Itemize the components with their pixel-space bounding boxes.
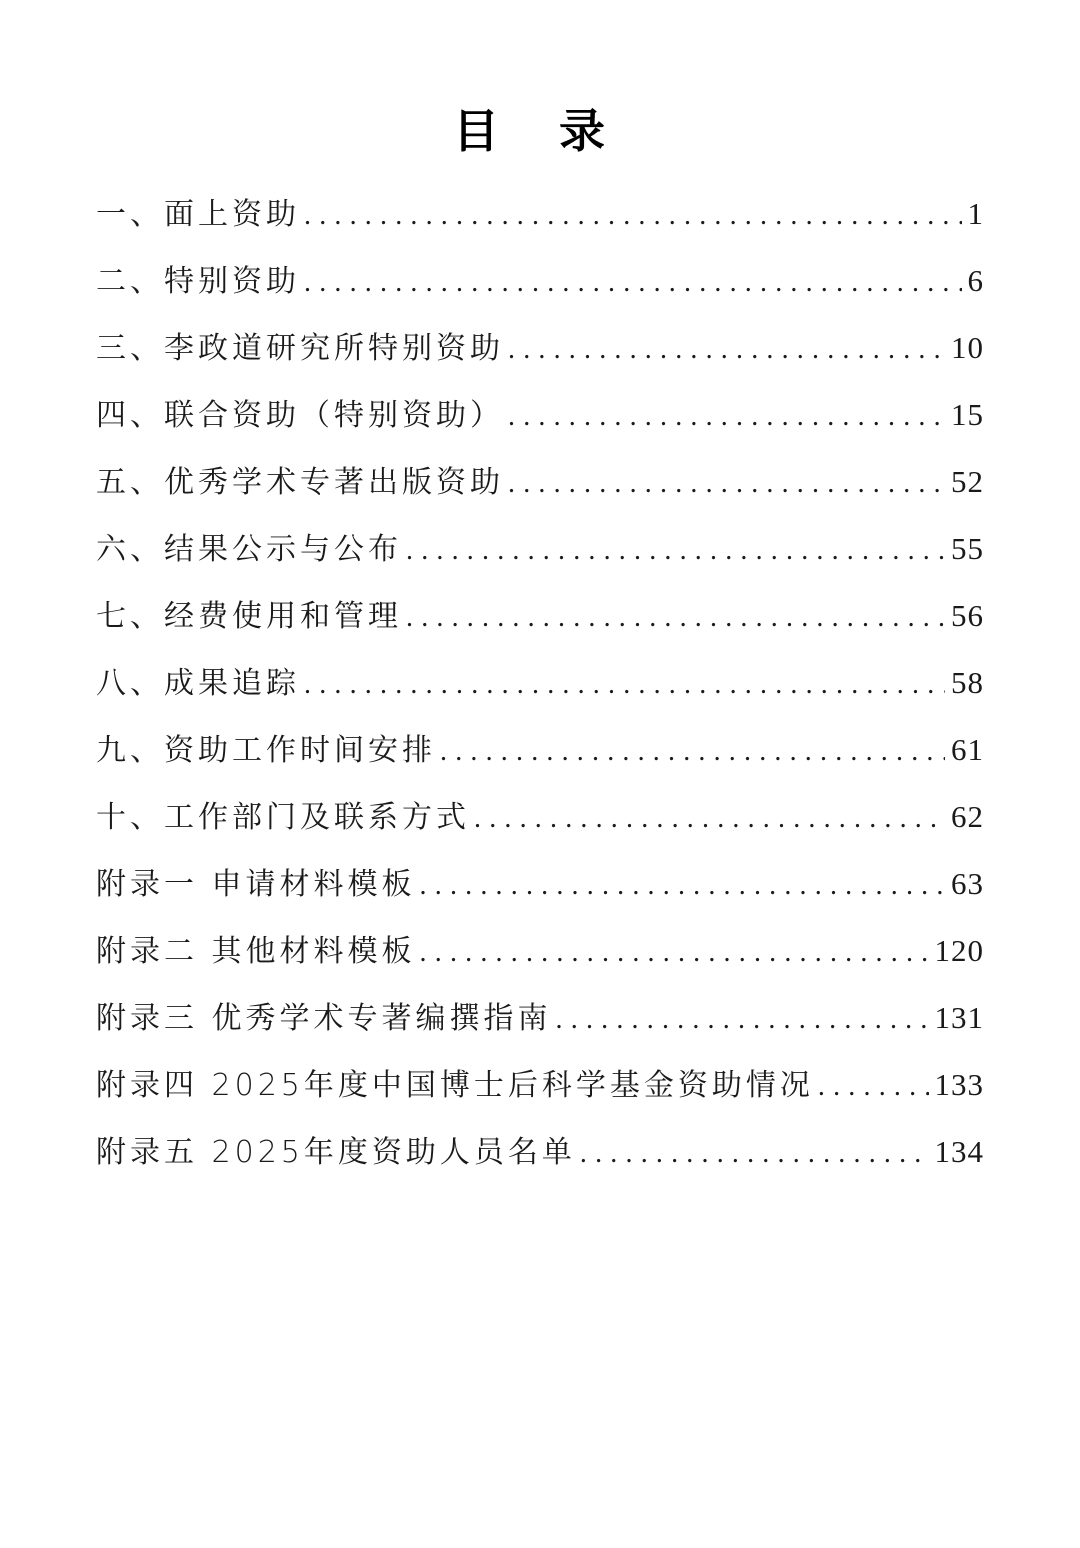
toc-entry-14[interactable]	[96, 1061, 984, 1128]
toc-entry-5[interactable]	[96, 458, 984, 525]
toc-entry-label: 附录一 申请材料模板	[96, 867, 416, 902]
dot-leader	[304, 661, 945, 709]
dot-leader	[406, 594, 945, 642]
toc-entry-7[interactable]	[96, 592, 984, 659]
toc-entry-4[interactable]	[96, 391, 984, 458]
toc-entry-label: 十、工作部门及联系方式	[96, 800, 470, 835]
toc-entry-page-number: 55	[951, 531, 984, 566]
toc-entry-15[interactable]	[96, 1128, 984, 1195]
dot-leader	[508, 393, 945, 441]
toc-entry-label: 六、结果公示与公布	[96, 532, 402, 567]
table-of-contents	[96, 190, 984, 1195]
toc-entry-label: 一、面上资助	[96, 197, 300, 232]
toc-entry-page-number: 131	[934, 1000, 984, 1035]
page-title: 目 录	[452, 103, 627, 158]
toc-entry-label: 二、特别资助	[96, 264, 300, 299]
toc-entry-label: 四、联合资助（特别资助）	[96, 398, 504, 433]
toc-entry-page-number: 56	[951, 598, 984, 633]
toc-entry-label: 附录五 2025年度资助人员名单	[96, 1135, 576, 1170]
toc-entry-page-number: 58	[951, 665, 984, 700]
toc-entry-page-number: 63	[951, 866, 984, 901]
toc-entry-page-number: 10	[951, 330, 984, 365]
toc-entry-label: 八、成果追踪	[96, 666, 300, 701]
toc-entry-page-number: 62	[951, 799, 984, 834]
toc-entry-6[interactable]	[96, 525, 984, 592]
dot-leader	[304, 259, 962, 307]
toc-entry-page-number: 6	[967, 263, 984, 298]
toc-entry-8[interactable]	[96, 659, 984, 726]
dot-leader	[420, 929, 929, 977]
toc-entry-label: 附录三 优秀学术专著编撰指南	[96, 1001, 552, 1036]
toc-entry-page-number: 133	[934, 1067, 984, 1102]
dot-leader	[420, 862, 945, 910]
toc-entry-page-number: 52	[951, 464, 984, 499]
toc-entry-label: 三、李政道研究所特别资助	[96, 331, 504, 366]
dot-leader	[304, 192, 962, 240]
toc-entry-12[interactable]	[96, 927, 984, 994]
toc-entry-label: 附录二 其他材料模板	[96, 934, 416, 969]
toc-entry-label: 五、优秀学术专著出版资助	[96, 465, 504, 500]
toc-entry-11[interactable]	[96, 860, 984, 927]
dot-leader	[406, 527, 945, 575]
toc-entry-label: 七、经费使用和管理	[96, 599, 402, 634]
toc-entry-page-number: 120	[934, 933, 984, 968]
toc-entry-label: 九、资助工作时间安排	[96, 733, 436, 768]
dot-leader	[474, 795, 945, 843]
toc-entry-page-number: 1	[967, 196, 984, 231]
dot-leader	[556, 996, 929, 1044]
toc-entry-1[interactable]	[96, 190, 984, 257]
dot-leader	[818, 1063, 929, 1111]
toc-entry-page-number: 15	[951, 397, 984, 432]
dot-leader	[508, 460, 945, 508]
dot-leader	[508, 326, 945, 374]
toc-entry-page-number: 134	[934, 1134, 984, 1169]
dot-leader	[580, 1130, 929, 1178]
toc-entry-13[interactable]	[96, 994, 984, 1061]
toc-entry-page-number: 61	[951, 732, 984, 767]
toc-entry-3[interactable]	[96, 324, 984, 391]
toc-entry-label: 附录四 2025年度中国博士后科学基金资助情况	[96, 1068, 814, 1103]
toc-entry-10[interactable]	[96, 793, 984, 860]
dot-leader	[440, 728, 945, 776]
toc-entry-2[interactable]	[96, 257, 984, 324]
toc-entry-9[interactable]	[96, 726, 984, 793]
